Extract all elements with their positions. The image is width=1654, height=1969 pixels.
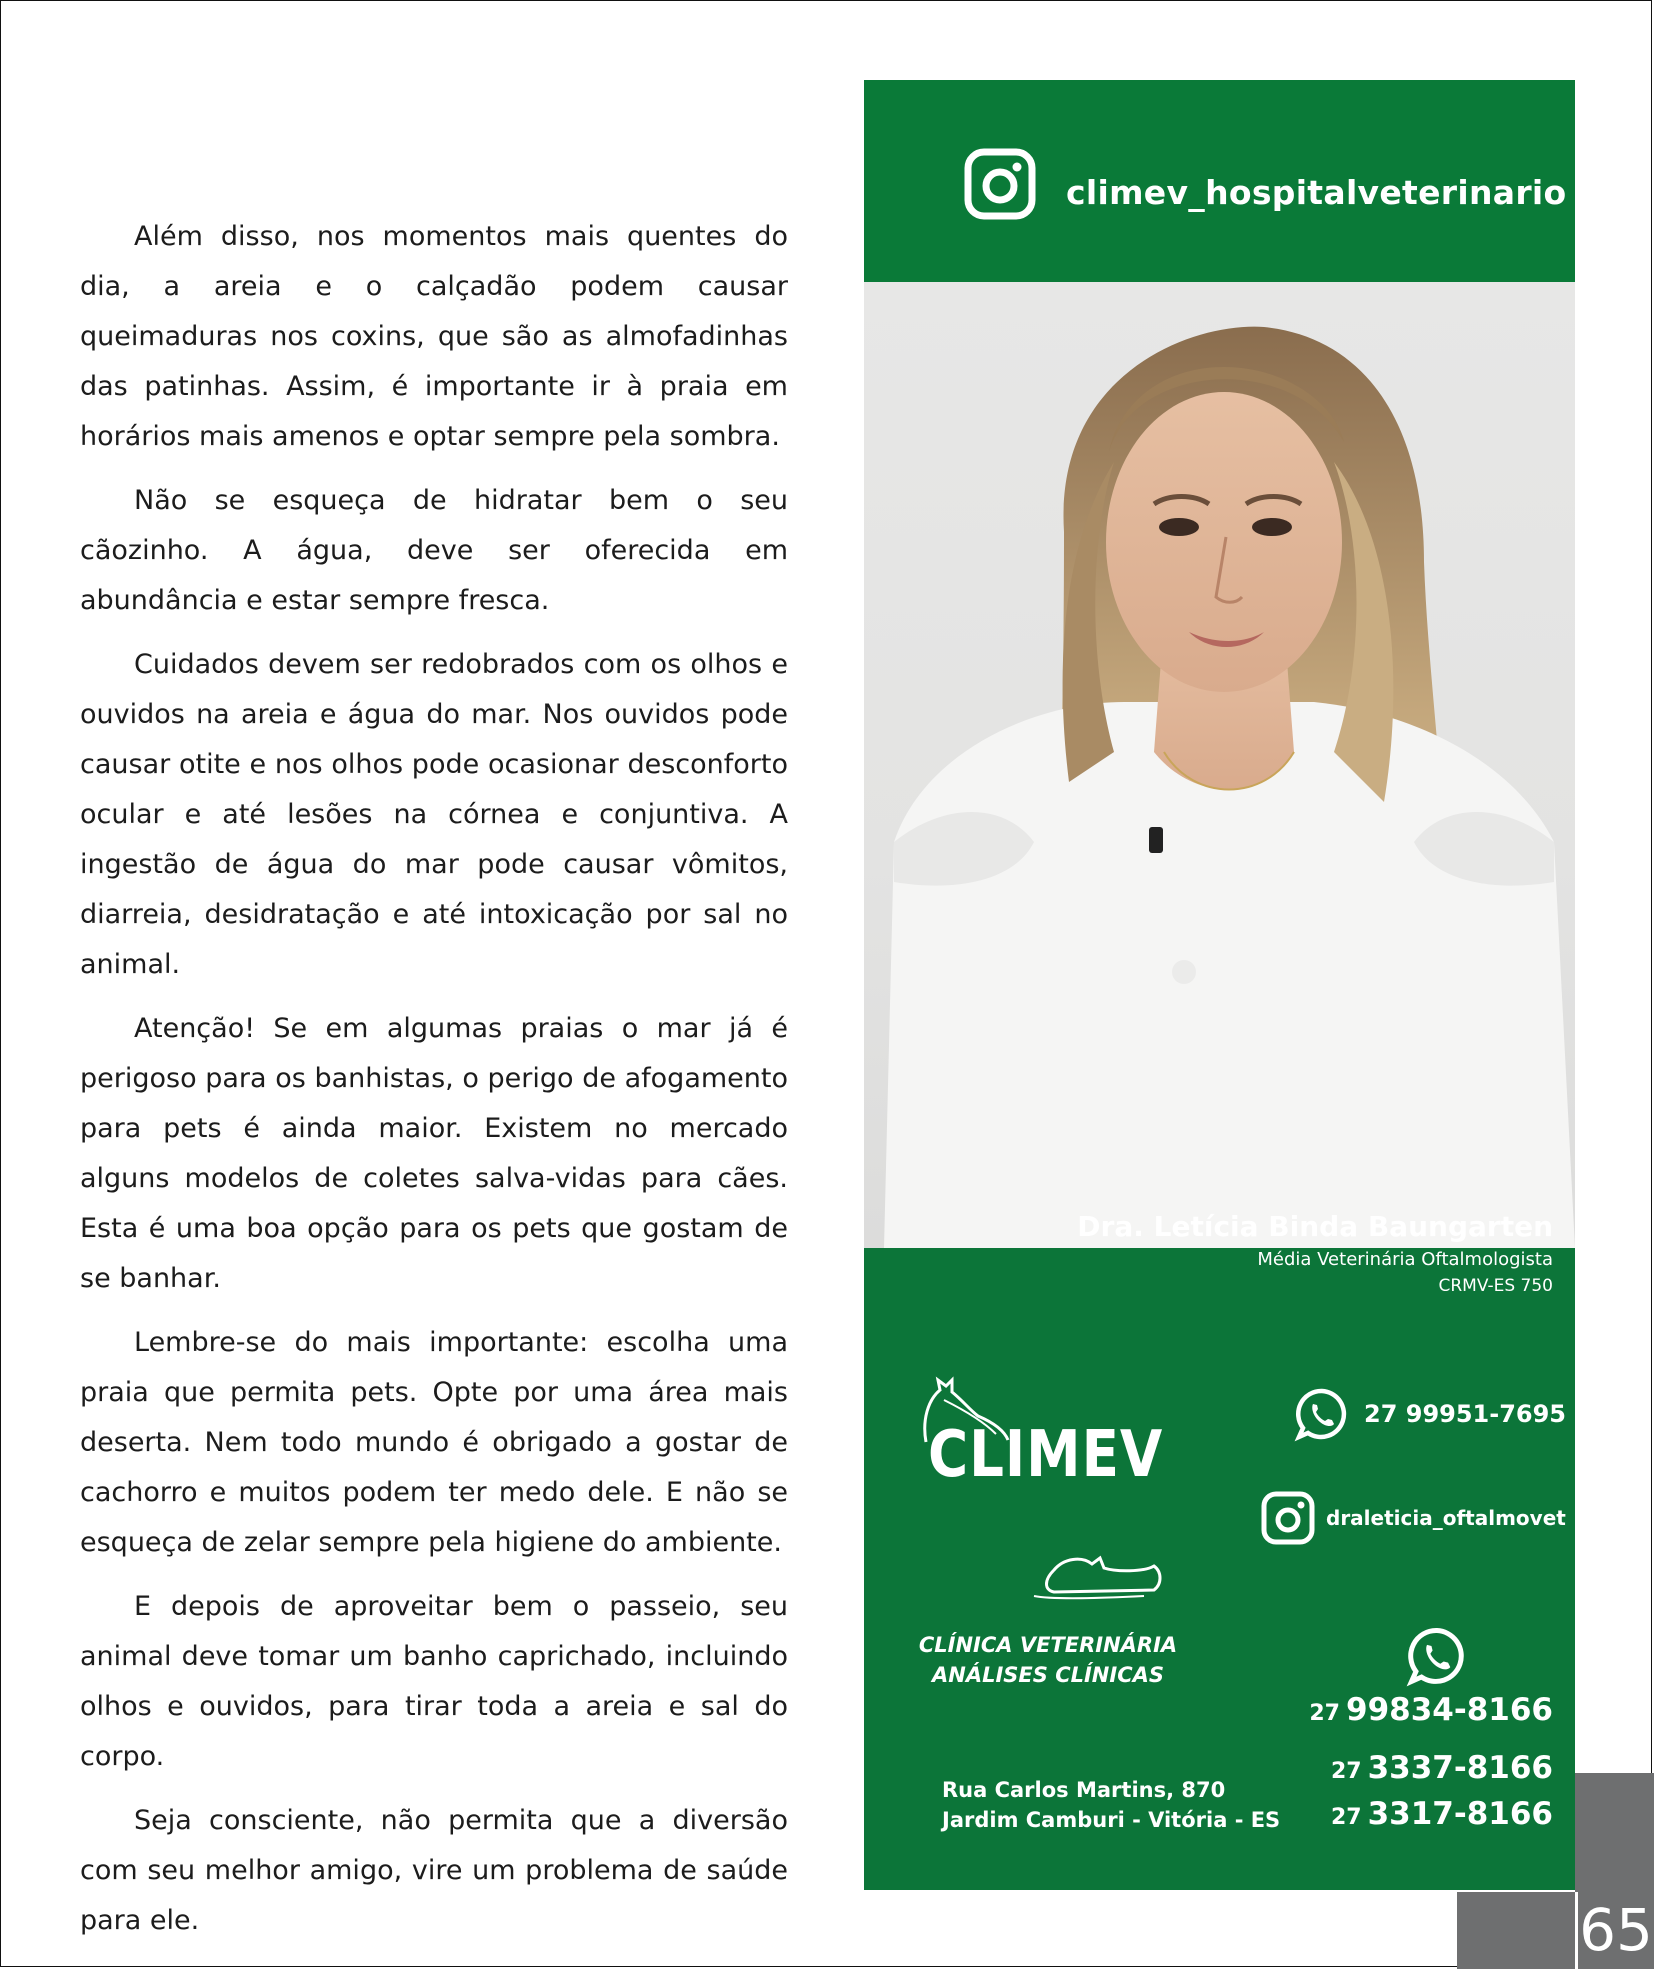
phone-area-code: 27 — [1309, 1701, 1340, 1726]
article-paragraph: Além disso, nos momentos mais quentes do dia, a areia e o calçadão podem causar queimaduras nos coxins, que são as almofadinhas das patinhas. Assim, é importante ir à praia em horários mais amenos e optar sempre pela sombra. — [80, 221, 788, 452]
whatsapp-icon — [1294, 1386, 1350, 1442]
doctor-info — [1077, 1210, 1553, 1296]
ad-header — [864, 80, 1575, 282]
phone-area-code: 27 — [1330, 1759, 1362, 1784]
article-paragraph: Seja consciente, não permita que a diversão com seu melhor amigo, vire um problema de saúde para ele. — [80, 1805, 788, 1936]
instagram-handle-main[interactable]: climev_hospitalveterinario — [1066, 173, 1567, 212]
clinic-advertisement — [864, 80, 1575, 1890]
address-line1: Rua Carlos Martins, 870 — [942, 1778, 1226, 1802]
phone-landline-2[interactable] — [1331, 1796, 1553, 1832]
phone-number: 3337-8166 — [1367, 1750, 1553, 1786]
doctor-role: Média Veterinária Oftalmologista — [1257, 1249, 1553, 1270]
portrait-illustration — [864, 282, 1575, 1248]
whatsapp-personal[interactable] — [1294, 1386, 1566, 1442]
logo-subtitle-line2: ANÁLISES CLÍNICAS — [932, 1663, 1164, 1687]
article-paragraph: Lembre-se do mais importante: escolha uma praia que permita pets. Opte por uma área mais deserta. Nem todo mundo é obrigado a gostar de cachorro e muitos podem ter medo dele. E não se esqueça de zelar sempre pela higiene do ambiente. — [80, 1327, 788, 1558]
page-number: 65 — [1575, 1892, 1654, 1969]
doctor-portrait — [864, 282, 1575, 1248]
logo-wordmark: CLIMEV — [928, 1418, 1164, 1492]
doctor-name: Dra. Letícia Binda Baungarten — [1077, 1210, 1553, 1243]
whatsapp-icon — [1406, 1625, 1468, 1687]
article-paragraph: E depois de aproveitar bem o passeio, seu animal deve tomar um banho caprichado, incluindo olhos e ouvidos, para tirar toda a areia e sal do corpo. — [80, 1591, 788, 1772]
article-paragraph: Atenção! Se em algumas praias o mar já é perigoso para os banhistas, o perigo de afogamento para pets é ainda maior. Existem no mercado alguns modelos de coletes salva-vidas para cães. Esta é uma boa opção para os pets que gostam de se banhar. — [80, 1013, 788, 1294]
instagram-icon — [964, 148, 1036, 220]
instagram-personal[interactable] — [1260, 1490, 1566, 1546]
article-paragraph: Cuidados devem ser redobrados com os olhos e ouvidos na areia e água do mar. Nos ouvidos pode causar otite e nos olhos pode ocasionar desconforto ocular e até lesões na córnea e conjuntiva. A ingestão de água do mar pode causar vômitos, diarreia, desidratação e até intoxicação por sal no animal. — [80, 649, 788, 980]
phone-landline-1[interactable] — [1331, 1750, 1553, 1786]
climev-logo — [904, 1360, 1194, 1690]
logo-subtitle-line1: CLÍNICA VETERINÁRIA — [918, 1633, 1178, 1657]
article-paragraph: Não se esqueça de hidratar bem o seu cãozinho. A água, deve ser oferecida em abundância e estar sempre fresca. — [80, 485, 788, 616]
instagram-icon — [1260, 1490, 1316, 1546]
logo-subtitle — [908, 1630, 1188, 1690]
phone-number: 99834-8166 — [1346, 1692, 1553, 1728]
address-line2: Jardim Camburi - Vitória - ES — [942, 1808, 1281, 1832]
phone-area-code: 27 — [1330, 1805, 1362, 1830]
instagram-personal-handle: draleticia_oftalmovet — [1326, 1506, 1566, 1530]
whatsapp-personal-number: 27 99951-7695 — [1364, 1400, 1567, 1428]
clinic-address — [942, 1775, 1280, 1835]
doctor-crmv: CRMV-ES 750 — [1438, 1276, 1553, 1296]
article-body — [80, 212, 788, 1960]
logo-animals-graphic — [904, 1360, 1194, 1630]
phone-whatsapp[interactable] — [1309, 1692, 1553, 1728]
phone-number: 3317-8166 — [1367, 1796, 1553, 1832]
